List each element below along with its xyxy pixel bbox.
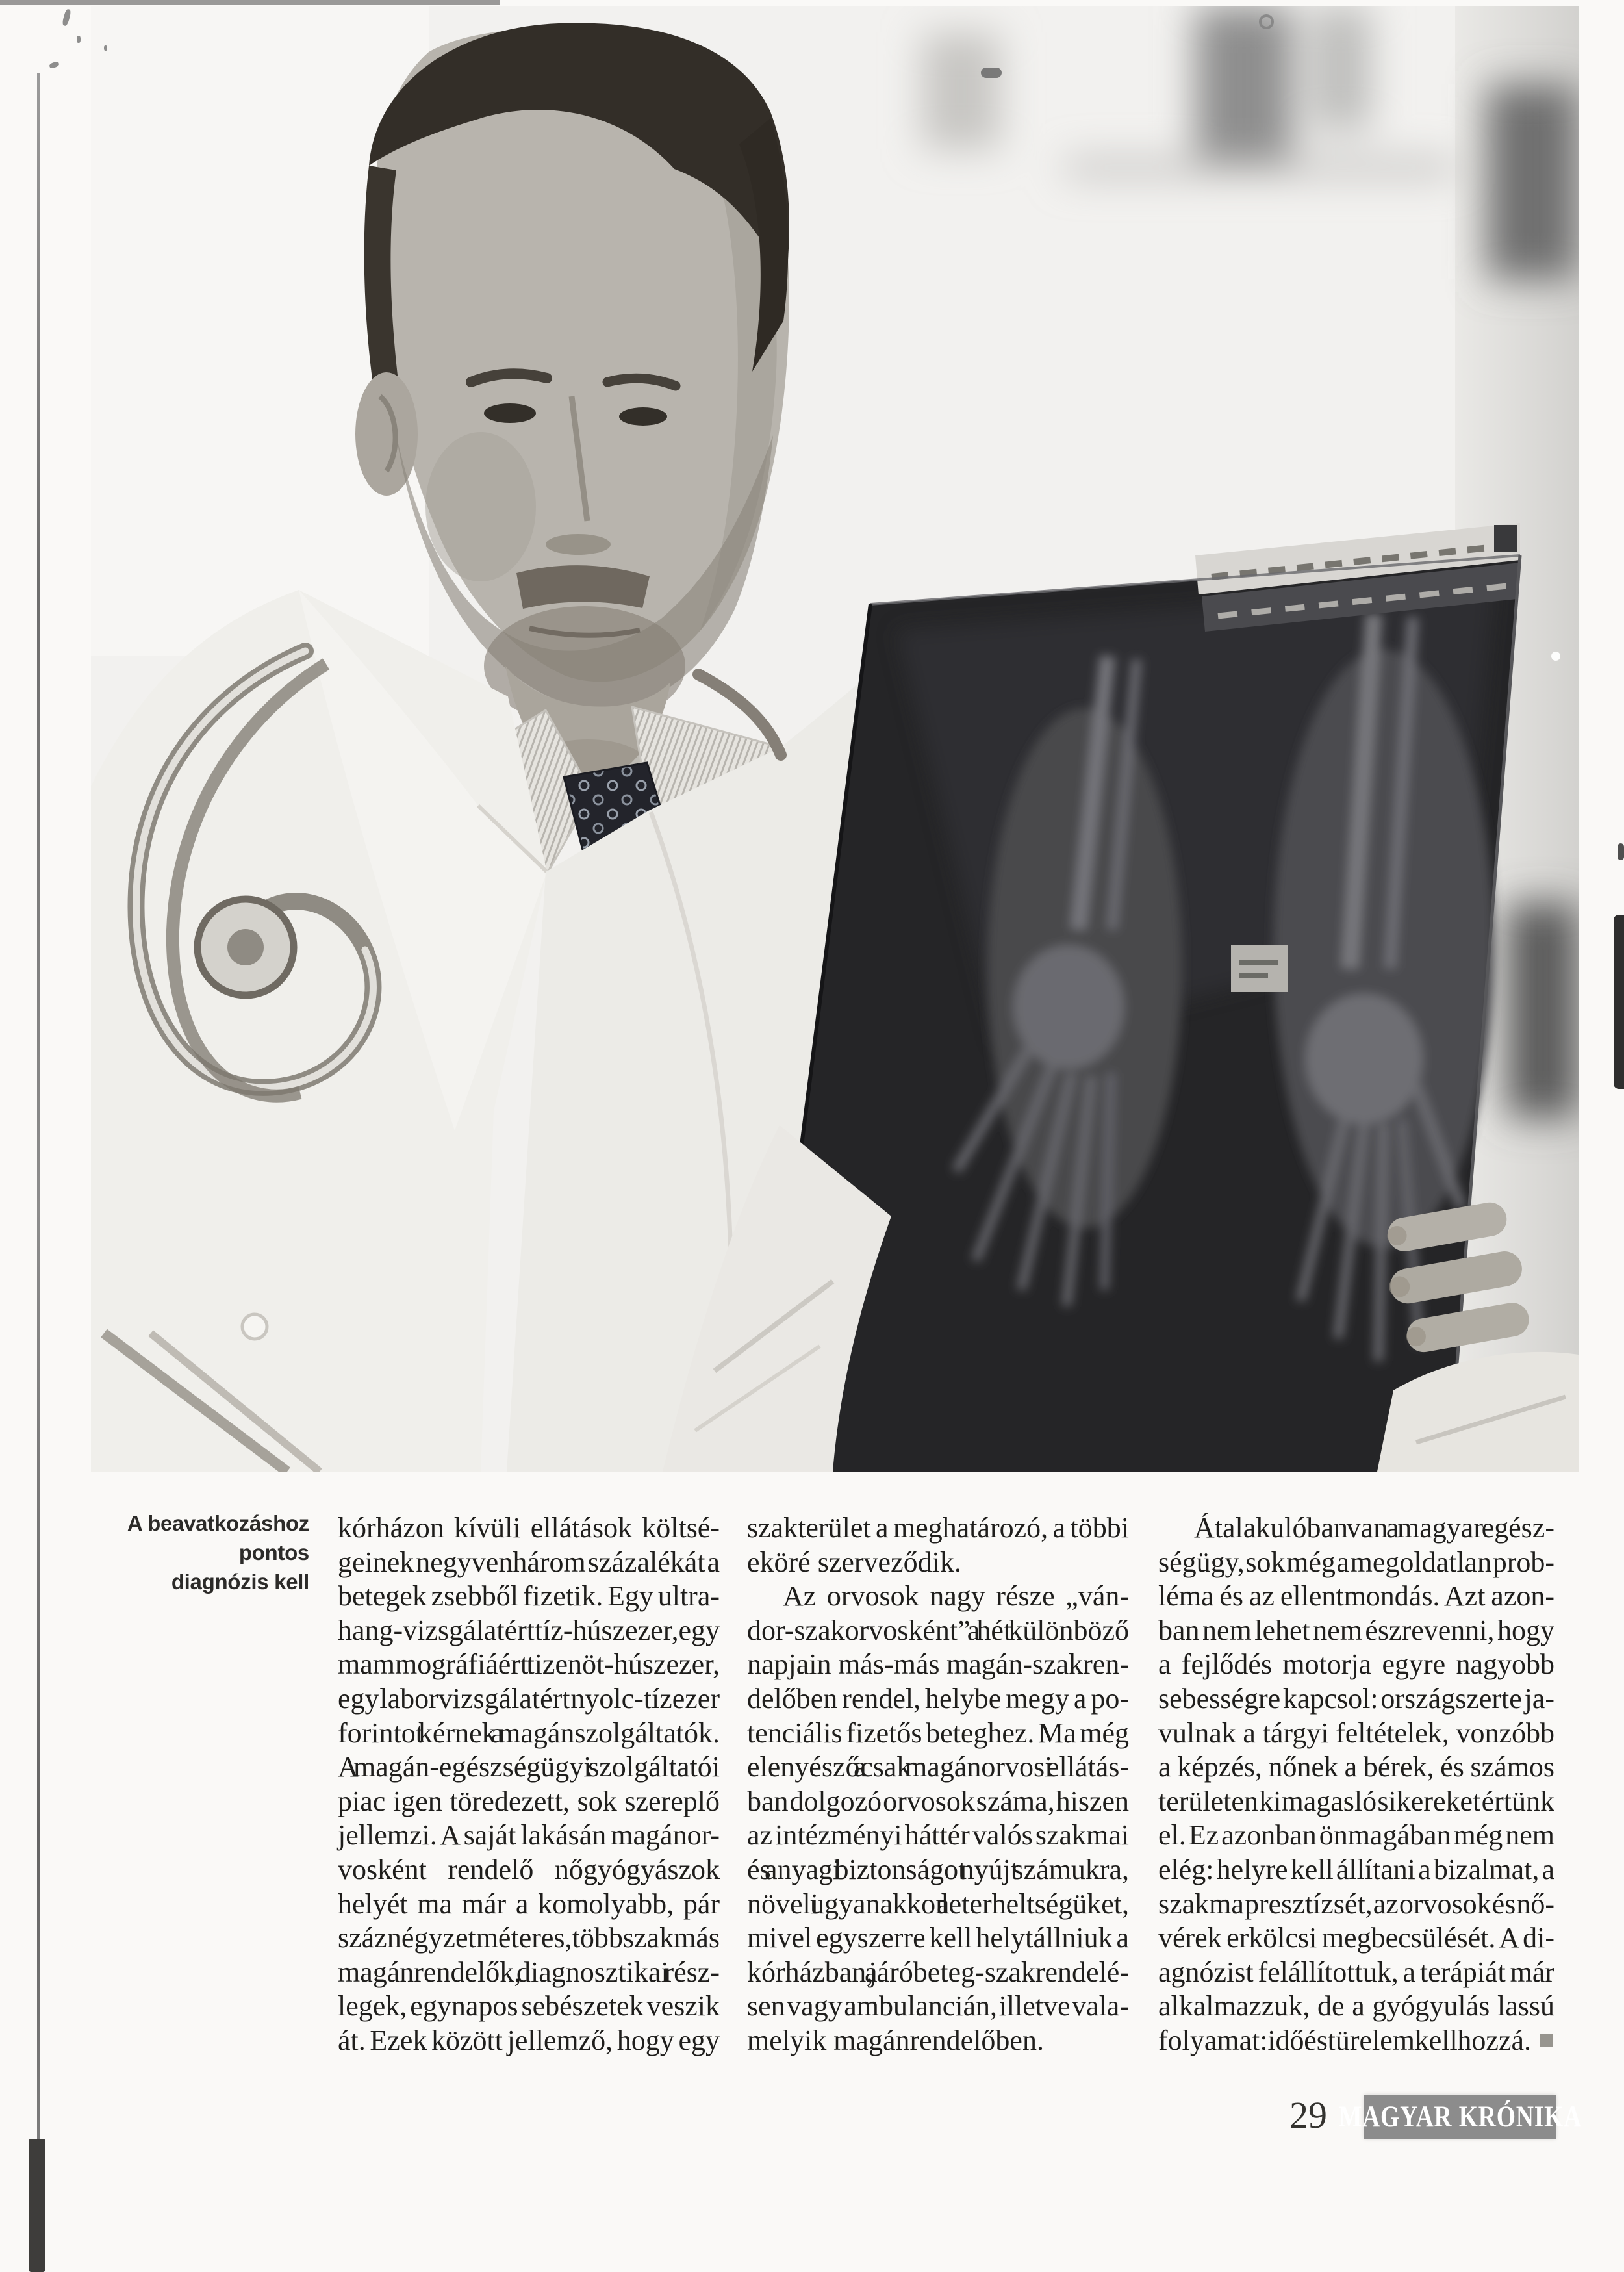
text-line: kórházban, a járóbeteg-szakrendelé- — [747, 1956, 1129, 1988]
magazine-badge — [1338, 2095, 1582, 2139]
text-line: területen kimagasló sikereket értünk — [1158, 1785, 1554, 1817]
page-number: 29 — [1289, 2094, 1327, 2136]
text-line: mivel egyszerre kell helytállniuk a — [747, 1922, 1129, 1954]
text-line: Az orvosok nagy része „ván- — [783, 1580, 1129, 1613]
text-line: delőben rendel, helybe megy a po- — [747, 1682, 1129, 1715]
text-line: jellemzi. A saját lakásán magánor- — [338, 1819, 720, 1852]
text-line: a fejlődés motorja egyre nagyobb — [1158, 1648, 1554, 1681]
text-line: Átalakulóban van a magyar egész- — [1194, 1512, 1554, 1544]
text-line: vosként rendelő nőgyógyászok — [338, 1853, 720, 1885]
scan-speck — [77, 36, 81, 43]
scan-edge-dot — [1618, 843, 1624, 860]
text-line: vérek erkölcsi megbecsülését. A di- — [1158, 1922, 1554, 1954]
text-line: legek, egynapos sebészetek veszik — [338, 1990, 720, 2023]
article-column-2 — [747, 1511, 1129, 2058]
photo-illustration — [91, 6, 1579, 1472]
scan-ring-artifact — [1259, 14, 1274, 29]
text-line: növeli ugyanakkor a leterheltségüket, — [747, 1887, 1129, 1920]
text-line: A magán-egészségügyi szolgáltatói — [338, 1751, 720, 1783]
text-line: dor-szakorvosként” a hét különböző — [747, 1614, 1129, 1646]
text-line: egy laborvizsgálatért nyolc-tízezer — [338, 1682, 720, 1715]
text-line: tenciális fizetős beteghez. Ma még — [747, 1717, 1129, 1749]
coat-button — [242, 1314, 267, 1339]
text-line: piac igen töredezett, sok szereplő — [338, 1785, 720, 1817]
text-line: sen vagy ambulancián, illetve vala- — [747, 1990, 1129, 2023]
text-line: száz négyzetméteres, többszakmás — [338, 1922, 720, 1954]
text-line: kórházon kívüli ellátások költsé- — [338, 1512, 720, 1544]
text-line: át. Ezek között jellemző, hogy egy — [338, 2024, 720, 2056]
text-line: és anyagi biztonságot nyújt számukra, — [747, 1853, 1129, 1885]
text-line: alkalmazzuk, de a gyógyulás lassú — [1158, 1990, 1554, 2023]
text-line: melyik magánrendelőben. — [747, 2024, 1044, 2056]
scan-spine-line — [37, 73, 40, 2139]
scan-top-edge-artifact — [0, 0, 500, 5]
text-line: ségügy, sok még a megoldatlan prob- — [1158, 1546, 1554, 1578]
text-line: eköré szerveződik. — [747, 1546, 961, 1578]
xray-film — [760, 523, 1520, 1472]
text-line: helyét ma már a komolyabb, pár — [338, 1887, 720, 1920]
text-line: magánrendelők, diagnosztikai rész- — [338, 1956, 720, 1988]
text-line: napjain más-más magán-szakren- — [747, 1648, 1129, 1681]
text-line: szakma presztízsét, az orvosok és nő- — [1158, 1887, 1554, 1920]
magazine-badge-label: MAGYAR KRÓNIKA — [1338, 2100, 1582, 2134]
text-line: a képzés, nőnek a bérek, és számos — [1158, 1751, 1554, 1783]
doctor-eye-left — [484, 403, 536, 423]
text-line: elég: helyre kell állítani a bizalmat, a — [1158, 1853, 1554, 1885]
text-line: léma és az ellentmondás. Azt azon- — [1158, 1580, 1555, 1613]
text-line: vulnak a tárgyi feltételek, vonzóbb — [1158, 1717, 1554, 1749]
text-line: ban nem lehet nem észrevenni, hogy — [1158, 1614, 1554, 1646]
text-line: mammográfiáért tizenöt-húszezer, — [338, 1648, 720, 1681]
text-line: elenyésző a csak magánorvosi ellátás- — [747, 1751, 1129, 1783]
text-line: forintot kérnek a magánszolgáltatók. — [338, 1717, 720, 1749]
doctor-ear — [355, 372, 418, 496]
text-line: geinek negyvenhárom százalékát a — [338, 1546, 720, 1578]
article-column-1 — [338, 1511, 720, 2058]
scan-speck — [62, 8, 71, 26]
doctor-xray-photo — [91, 6, 1579, 1472]
photo-caption-line2: diagnózis kell — [171, 1570, 309, 1594]
scan-spine-blob — [29, 2139, 45, 2272]
xray-film-label — [1231, 945, 1288, 992]
text-line: betegek zsebből fizetik. Egy ultra- — [338, 1580, 720, 1613]
scan-speck — [104, 45, 107, 51]
photo-caption-line1: A beavatkozáshoz pontos — [127, 1511, 309, 1564]
article-end-mark — [1540, 2034, 1553, 2047]
doctor-eye-right — [619, 407, 667, 426]
scan-smudge-artifact — [981, 68, 1002, 78]
scan-speck — [49, 61, 60, 70]
scan-edge-blob — [1614, 915, 1624, 1089]
text-line: el. Ez azonban önmagában még nem — [1158, 1819, 1554, 1852]
text-line: ban dolgozó orvosok száma, hiszen — [747, 1785, 1129, 1817]
text-line: az intézményi háttér valós szakmai — [747, 1819, 1129, 1852]
photo-caption — [83, 1509, 309, 1596]
text-line: sebességre kapcsol: országszerte ja- — [1158, 1682, 1554, 1715]
text-line: hang-vizsgálatért tíz-húszezer, egy — [338, 1614, 720, 1646]
article-column-3 — [1158, 1511, 1554, 2058]
text-line: szakterület a meghatározó, a többi — [747, 1512, 1129, 1544]
text-line: agnózist felállítottuk, a terápiát már — [1158, 1956, 1554, 1988]
text-line: folyamat: idő és türelem kell hozzá. — [1158, 2024, 1554, 2058]
